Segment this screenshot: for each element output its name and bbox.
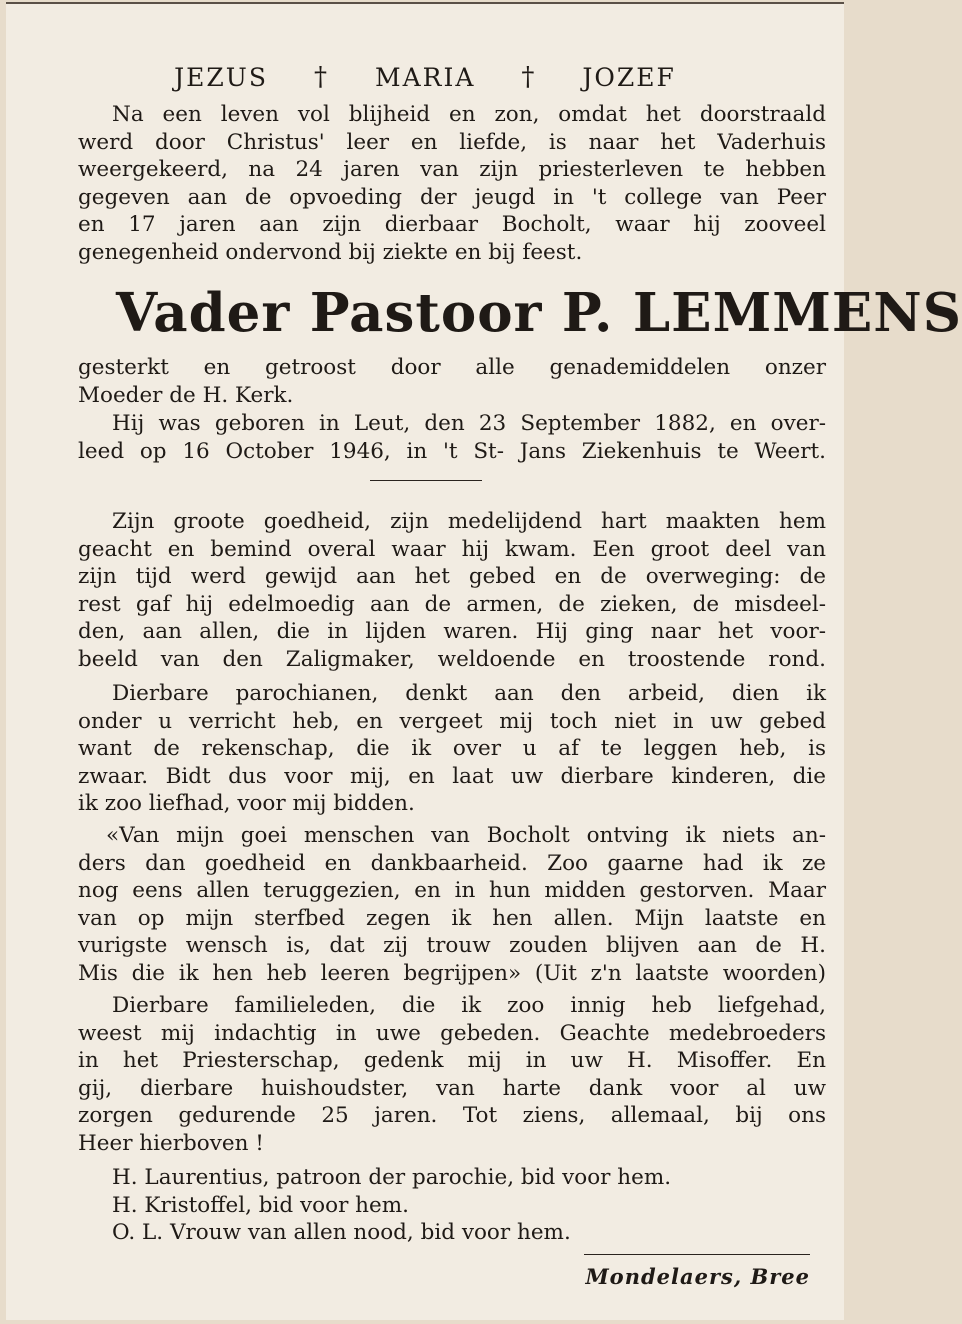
birth-paragraph [78, 410, 826, 465]
quote-paragraph [78, 822, 826, 988]
text-line: vurigste wensch is, dat zij trouw zouden blijven aan de H. [78, 933, 826, 959]
text-line: in het Priesterschap, gedenk mij in uw H. Misoffer. En [78, 1048, 826, 1074]
text-line: Mis die ik hen heb leeren begrijpen» (Uit z'n laatste woorden) [78, 960, 826, 986]
memorial-card [6, 2, 962, 1320]
prayers-list [78, 1164, 826, 1247]
text-line: weergekeerd, na 24 jaren van zijn priesterleven te hebben [78, 157, 826, 183]
text-line: rest gaf hij edelmoedig aan de armen, de zieken, de misdeel- [78, 591, 826, 617]
text-line: ik zoo liefhad, voor mij bidden. [78, 791, 415, 817]
cross-icon: † [313, 62, 329, 92]
header-jezus: JEZUS [174, 62, 268, 92]
cross-icon: † [521, 62, 537, 92]
text-line: Heer hierboven ! [78, 1130, 264, 1156]
text-line: leed op 16 October 1946, in 't St- Jans Ziekenhuis te Weert. [78, 438, 826, 464]
prayer-line: H. Kristoffel, bid voor hem. [112, 1192, 409, 1218]
text-line: onder u verricht heb, en vergeet mij toch niet in uw gebed [78, 708, 826, 734]
text-line: gegeven aan de opvoeding der jeugd in 't college van Peer [78, 184, 826, 210]
prayer-line: O. L. Vrouw van allen nood, bid voor hem. [112, 1220, 571, 1246]
signature-rule [584, 1254, 810, 1255]
sacraments-paragraph [78, 354, 826, 409]
text-line: zorgen gedurende 25 jaren. Tot ziens, allemaal, bij ons [78, 1103, 826, 1129]
text-line: Na een leven vol blijheid en zon, omdat het doorstraald [112, 102, 826, 127]
header-maria: MARIA [374, 62, 476, 92]
family-paragraph [78, 992, 826, 1158]
text-line: genegenheid ondervond bij ziekte en bij feest. [78, 239, 583, 265]
text-line: gij, dierbare huishoudster, van harte dank voor al uw [78, 1075, 826, 1101]
header-names [6, 62, 844, 92]
text-line: Hij was geboren in Leut, den 23 September 1882, en over- [112, 411, 826, 436]
text-line: want de rekenschap, die ik over u af te leggen heb, is [78, 736, 826, 762]
text-line: gesterkt en getroost door alle genademiddelen onzer [78, 355, 826, 380]
text-line: «Van mijn goei menschen van Bocholt ontving ik niets an- [106, 823, 826, 848]
text-line: beeld van den Zaligmaker, weldoende en troostende rond. [78, 646, 826, 672]
parish-paragraph [78, 680, 826, 818]
text-line: Moeder de H. Kerk. [78, 382, 294, 408]
intro-paragraph [78, 101, 826, 267]
text-line: nog eens allen teruggezien, en in hun midden gestorven. Maar [78, 878, 826, 904]
divider [370, 480, 482, 481]
deceased-name: Vader Pastoor P. LEMMENS [116, 282, 962, 344]
text-line: ders dan goedheid en dankbaarheid. Zoo gaarne had ik ze [78, 850, 826, 876]
text-line: geacht en bemind overal waar hij kwam. Een groot deel van [78, 536, 826, 562]
text-line: van op mijn sterfbed zegen ik hen allen. Mijn laatste en [78, 905, 826, 931]
header-jozef: JOZEF [582, 62, 676, 92]
text-line: Dierbare parochianen, denkt aan den arbeid, dien ik [112, 681, 826, 706]
text-line: werd door Christus' leer en liefde, is naar het Vaderhuis [78, 129, 826, 155]
text-line: zwaar. Bidt dus voor mij, en laat uw dierbare kinderen, die [78, 763, 826, 789]
text-line: den, aan allen, die in lijden waren. Hij ging naar het voor- [78, 619, 826, 645]
text-line: Zijn groote goedheid, zijn medelijdend hart maakten hem [112, 509, 826, 534]
text-line: weest mij indachtig in uwe gebeden. Geachte medebroeders [78, 1020, 826, 1046]
text-line: en 17 jaren aan zijn dierbaar Bocholt, waar hij zooveel [78, 212, 826, 238]
character-paragraph [78, 508, 826, 674]
prayer-line: H. Laurentius, patroon der parochie, bid voor hem. [112, 1165, 672, 1190]
text-line: Dierbare familieleden, die ik zoo innig heb liefgehad, [112, 993, 826, 1018]
printer-signature: Mondelaers, Bree [585, 1264, 810, 1289]
text-line: zijn tijd werd gewijd aan het gebed en de overweging: de [78, 564, 826, 590]
